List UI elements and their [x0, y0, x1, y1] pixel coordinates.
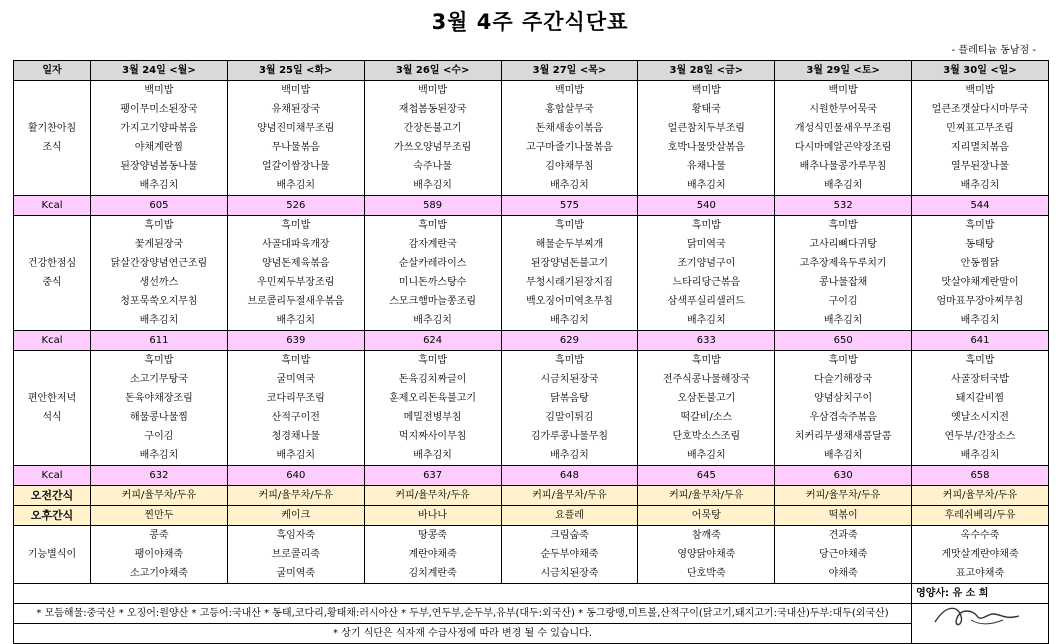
special-label: 기능별식이 — [14, 526, 91, 584]
dish-cell: 고사리뼈다귀탕 — [775, 235, 912, 254]
lunch-label-sub: 중식 — [42, 277, 62, 288]
dish-cell: 구이김 — [775, 292, 912, 311]
dish-cell: 백미밥 — [775, 81, 912, 101]
dish-cell: 브로콜리두절새우볶음 — [227, 292, 364, 311]
weekly-menu-table — [13, 60, 1049, 644]
dish-cell: 감자계란국 — [364, 235, 501, 254]
dish-cell: 배추김치 — [501, 446, 638, 466]
dish-cell: 흑미밥 — [775, 216, 912, 236]
dish-row — [14, 446, 1049, 466]
dish-cell: 백미밥 — [638, 81, 775, 101]
dish-cell: 시원한무어묵국 — [775, 100, 912, 119]
dietitian-row — [14, 584, 1049, 604]
dish-cell: 열무된장나물 — [912, 157, 1049, 176]
special-cell: 표고야채죽 — [912, 564, 1049, 584]
dish-cell: 숙주나물 — [364, 157, 501, 176]
dish-cell: 굴미역국 — [227, 370, 364, 389]
snack-cell: 커피/율무차/두유 — [638, 486, 775, 506]
dish-cell: 훈제오리돈육불고기 — [364, 389, 501, 408]
kcal-value: 624 — [364, 331, 501, 351]
dish-cell: 백미밥 — [501, 81, 638, 101]
dish-cell: 산적구이전 — [227, 408, 364, 427]
kcal-value: 645 — [638, 466, 775, 486]
kcal-value: 544 — [912, 196, 1049, 216]
date-header: 일자 — [14, 61, 91, 81]
breakfast-label-title: 활기찬아침 — [27, 123, 77, 134]
dish-cell: 배추김치 — [364, 311, 501, 331]
dish-cell: 재첩봄동된장국 — [364, 100, 501, 119]
dish-cell: 흑미밥 — [912, 351, 1049, 371]
snack-cell: 바나나 — [364, 506, 501, 526]
day-header: 3월 26일 <수> — [364, 61, 501, 81]
kcal-value: 630 — [775, 466, 912, 486]
dish-row — [14, 351, 1049, 371]
morning-snack-row — [14, 486, 1049, 506]
kcal-value: 641 — [912, 331, 1049, 351]
dinner-label — [14, 351, 91, 466]
special-cell: 소고기야채죽 — [91, 564, 228, 584]
dish-cell: 흑미밥 — [227, 351, 364, 371]
dish-cell: 고추장제육두루치기 — [775, 254, 912, 273]
special-cell: 단호박죽 — [638, 564, 775, 584]
dish-cell: 먹지짜사이무침 — [364, 427, 501, 446]
dish-cell: 양념돈제육볶음 — [227, 254, 364, 273]
dish-row — [14, 389, 1049, 408]
dish-cell: 다슬기해장국 — [775, 370, 912, 389]
dinner-label-title: 편안한저녁 — [27, 393, 77, 404]
branch-name: - 플레티늄 동남점 - — [951, 45, 1036, 56]
special-cell: 옥수수죽 — [912, 526, 1049, 546]
dish-cell: 떡갈비/소스 — [638, 408, 775, 427]
dish-cell: 배추김치 — [364, 446, 501, 466]
dish-cell: 단호박소스조림 — [638, 427, 775, 446]
dish-cell: 배추김치 — [91, 311, 228, 331]
dish-cell: 콩나물잡채 — [775, 273, 912, 292]
dish-cell: 삼색푸실리샐러드 — [638, 292, 775, 311]
kcal-value: 632 — [91, 466, 228, 486]
special-cell: 시금치된장죽 — [501, 564, 638, 584]
dish-cell: 해물콩나물찜 — [91, 408, 228, 427]
day-header: 3월 24일 <월> — [91, 61, 228, 81]
dish-cell: 돈육야채장조림 — [91, 389, 228, 408]
dish-cell: 가쓰오양념무조림 — [364, 138, 501, 157]
dish-cell: 동태탕 — [912, 235, 1049, 254]
dish-cell: 닭볶음탕 — [501, 389, 638, 408]
kcal-value: 648 — [501, 466, 638, 486]
kcal-value: 637 — [364, 466, 501, 486]
kcal-row — [14, 196, 1049, 216]
dish-cell: 호박나물맛살볶음 — [638, 138, 775, 157]
snack-cell: 찐만두 — [91, 506, 228, 526]
dish-cell: 백미밥 — [364, 81, 501, 101]
dinner-label-sub: 석식 — [42, 412, 62, 423]
kcal-value: 605 — [91, 196, 228, 216]
dish-cell: 순살카레라이스 — [364, 254, 501, 273]
special-cell: 땅콩죽 — [364, 526, 501, 546]
lunch-label — [14, 216, 91, 331]
dish-cell: 닭살간장양념연근조림 — [91, 254, 228, 273]
dish-cell: 전주식콩나물해장국 — [638, 370, 775, 389]
special-cell: 김치계란죽 — [364, 564, 501, 584]
dish-cell: 흑미밥 — [775, 351, 912, 371]
kcal-label: Kcal — [14, 466, 91, 486]
dish-row — [14, 427, 1049, 446]
special-cell: 크림숩죽 — [501, 526, 638, 546]
dish-cell: 느타리당근볶음 — [638, 273, 775, 292]
snack-cell: 후레쉬베리/두유 — [912, 506, 1049, 526]
dish-cell: 배추김치 — [91, 176, 228, 196]
dish-cell: 얼큰조갯살다시마무국 — [912, 100, 1049, 119]
dish-cell: 된장양념돈불고기 — [501, 254, 638, 273]
dish-cell: 흑미밥 — [91, 216, 228, 236]
dish-cell: 민찌표고무조림 — [912, 119, 1049, 138]
dish-cell: 소고기무탕국 — [91, 370, 228, 389]
dish-cell: 청포묵쑥오지무침 — [91, 292, 228, 311]
kcal-value: 639 — [227, 331, 364, 351]
dish-cell: 양념삼치구이 — [775, 389, 912, 408]
day-header: 3월 27일 <목> — [501, 61, 638, 81]
dish-row — [14, 370, 1049, 389]
dish-cell: 코다리무조림 — [227, 389, 364, 408]
dish-cell: 양념진미채무조림 — [227, 119, 364, 138]
special-cell: 팽이야채죽 — [91, 545, 228, 564]
dish-cell: 흑미밥 — [364, 216, 501, 236]
special-row — [14, 545, 1049, 564]
dish-cell: 사골대파육개장 — [227, 235, 364, 254]
dish-cell: 무나물볶음 — [227, 138, 364, 157]
kcal-value: 532 — [775, 196, 912, 216]
dish-cell: 시금치된장국 — [501, 370, 638, 389]
dish-cell: 우민찌두부장조림 — [227, 273, 364, 292]
special-cell: 당근야채죽 — [775, 545, 912, 564]
dish-cell: 고구마줄기나물볶음 — [501, 138, 638, 157]
kcal-value: 658 — [912, 466, 1049, 486]
dish-cell: 가지고기양파볶음 — [91, 119, 228, 138]
dish-cell: 안동찜닭 — [912, 254, 1049, 273]
dish-cell: 청경채나물 — [227, 427, 364, 446]
breakfast-label-sub: 조식 — [42, 142, 62, 153]
day-header: 3월 29일 <토> — [775, 61, 912, 81]
special-row — [14, 526, 1049, 546]
dish-row — [14, 292, 1049, 311]
snack-cell: 커피/율무차/두유 — [91, 486, 228, 506]
dish-cell: 미니돈까스탕수 — [364, 273, 501, 292]
dish-row — [14, 254, 1049, 273]
dish-cell: 배추김치 — [227, 446, 364, 466]
dish-row — [14, 408, 1049, 427]
dish-cell: 김말이튀김 — [501, 408, 638, 427]
dish-cell: 스모크햄마늘쫑조림 — [364, 292, 501, 311]
dish-cell: 얼큰참치두부조림 — [638, 119, 775, 138]
snack-cell: 커피/율무차/두유 — [912, 486, 1049, 506]
change-note-row — [14, 624, 1049, 644]
dish-cell: 배추김치 — [501, 311, 638, 331]
dish-cell: 배추김치 — [775, 446, 912, 466]
snack-cell: 커피/율무차/두유 — [364, 486, 501, 506]
kcal-value: 640 — [227, 466, 364, 486]
dish-cell: 배추김치 — [501, 176, 638, 196]
special-cell: 순두부야채죽 — [501, 545, 638, 564]
dish-cell: 유채된장국 — [227, 100, 364, 119]
dish-cell: 치커리무생채새콤달콤 — [775, 427, 912, 446]
snack-cell: 케이크 — [227, 506, 364, 526]
dish-cell: 다시마메알곤약장조림 — [775, 138, 912, 157]
dietitian-name: 영양사: 유 소 희 — [912, 584, 1049, 604]
dish-cell: 연두부/간장소스 — [912, 427, 1049, 446]
blank-cell — [14, 584, 912, 604]
dish-row — [14, 235, 1049, 254]
dish-cell: 백미밥 — [227, 81, 364, 101]
dish-row — [14, 81, 1049, 101]
dish-cell: 간장돈불고기 — [364, 119, 501, 138]
dish-cell: 무청시래기된장지짐 — [501, 273, 638, 292]
dish-cell: 지리멸치볶음 — [912, 138, 1049, 157]
lunch-label-title: 건강한점심 — [27, 258, 77, 269]
dish-cell: 배추김치 — [638, 311, 775, 331]
kcal-label: Kcal — [14, 331, 91, 351]
day-header: 3월 25일 <화> — [227, 61, 364, 81]
dish-cell: 배추김치 — [364, 176, 501, 196]
dish-cell: 팽이무미소된장국 — [91, 100, 228, 119]
dish-cell: 배추김치 — [912, 446, 1049, 466]
kcal-row — [14, 331, 1049, 351]
dish-cell: 맛살야채계란말이 — [912, 273, 1049, 292]
special-cell: 야채죽 — [775, 564, 912, 584]
kcal-label: Kcal — [14, 196, 91, 216]
special-cell: 브로콜리죽 — [227, 545, 364, 564]
dish-cell: 백오징어미역초무침 — [501, 292, 638, 311]
afternoon-snack-label: 오후간식 — [14, 506, 91, 526]
dish-cell: 우삼겹숙주볶음 — [775, 408, 912, 427]
dish-cell: 배추나물콩가루무침 — [775, 157, 912, 176]
dish-cell: 김가루콩나물무침 — [501, 427, 638, 446]
dish-cell: 흑미밥 — [638, 351, 775, 371]
origin-note-row — [14, 604, 1049, 624]
dish-cell: 백미밥 — [91, 81, 228, 101]
dish-row — [14, 100, 1049, 119]
special-cell: 참깨죽 — [638, 526, 775, 546]
day-header: 3월 30일 <일> — [912, 61, 1049, 81]
afternoon-snack-row — [14, 506, 1049, 526]
special-cell: 계란야채죽 — [364, 545, 501, 564]
dish-cell: 해물순두부찌개 — [501, 235, 638, 254]
kcal-value: 540 — [638, 196, 775, 216]
dish-cell: 돈채새송이볶음 — [501, 119, 638, 138]
dish-cell: 오삼돈불고기 — [638, 389, 775, 408]
dish-cell: 개성식민물새우무조림 — [775, 119, 912, 138]
dish-cell: 돈육김치짜글이 — [364, 370, 501, 389]
kcal-row — [14, 466, 1049, 486]
dish-cell: 흑미밥 — [501, 351, 638, 371]
kcal-value: 611 — [91, 331, 228, 351]
special-cell: 흑임자죽 — [227, 526, 364, 546]
kcal-value: 575 — [501, 196, 638, 216]
morning-snack-label: 오전간식 — [14, 486, 91, 506]
special-row — [14, 564, 1049, 584]
change-note: * 상기 식단은 식자재 수급사정에 따라 변경 될 수 있습니다. — [14, 624, 912, 644]
kcal-value: 633 — [638, 331, 775, 351]
snack-cell: 커피/율무차/두유 — [227, 486, 364, 506]
dish-row — [14, 273, 1049, 292]
dish-cell: 배추김치 — [638, 446, 775, 466]
dish-row — [14, 157, 1049, 176]
dish-cell: 흑미밥 — [912, 216, 1049, 236]
dish-cell: 옛날소시지전 — [912, 408, 1049, 427]
dish-cell: 배추김치 — [91, 446, 228, 466]
dish-row — [14, 119, 1049, 138]
kcal-value: 589 — [364, 196, 501, 216]
special-cell: 견과죽 — [775, 526, 912, 546]
dish-cell: 구이김 — [91, 427, 228, 446]
dish-cell: 사골장터국밥 — [912, 370, 1049, 389]
dish-cell: 황태국 — [638, 100, 775, 119]
dish-cell: 흑미밥 — [227, 216, 364, 236]
dish-row — [14, 138, 1049, 157]
dish-cell: 배추김치 — [912, 311, 1049, 331]
special-cell: 콩죽 — [91, 526, 228, 546]
dish-cell: 흑미밥 — [364, 351, 501, 371]
snack-cell: 커피/율무차/두유 — [775, 486, 912, 506]
snack-cell: 떡볶이 — [775, 506, 912, 526]
dish-cell: 야채계란찜 — [91, 138, 228, 157]
snack-cell: 커피/율무차/두유 — [501, 486, 638, 506]
dish-cell: 배추김치 — [775, 176, 912, 196]
page-title: 3월 4주 주간식단표 — [431, 10, 629, 34]
special-cell: 영양닭야채죽 — [638, 545, 775, 564]
dish-cell: 배추김치 — [227, 176, 364, 196]
dish-row — [14, 216, 1049, 236]
dish-cell: 얼갈이쌈장나물 — [227, 157, 364, 176]
kcal-value: 526 — [227, 196, 364, 216]
dish-cell: 엄마표무장아찌무침 — [912, 292, 1049, 311]
dish-cell: 배추김치 — [775, 311, 912, 331]
special-cell: 게맛살계란야채죽 — [912, 545, 1049, 564]
dish-cell: 배추김치 — [227, 311, 364, 331]
dish-cell: 된장양념봄동나물 — [91, 157, 228, 176]
dish-row — [14, 311, 1049, 331]
header-row — [14, 61, 1049, 81]
dish-cell: 홍합살무국 — [501, 100, 638, 119]
snack-cell: 요플레 — [501, 506, 638, 526]
dish-cell: 배추김치 — [638, 176, 775, 196]
dish-cell: 유채나물 — [638, 157, 775, 176]
dish-cell: 닭미역국 — [638, 235, 775, 254]
dish-cell: 돼지갈비찜 — [912, 389, 1049, 408]
dish-cell: 꽃게된장국 — [91, 235, 228, 254]
origin-note: * 모듬해물:중국산 * 오징어:원양산 * 고등어:국내산 * 동태,코다리,황태채:러시아산 * 두부,연두부,순두부,유부(대두:외국산) * 동그랑땡,미트볼,산적구이(닭고기,돼지고기:국내산)두부:대두(외국산) — [14, 604, 912, 624]
dish-cell: 흑미밥 — [501, 216, 638, 236]
dish-cell: 흑미밥 — [638, 216, 775, 236]
kcal-value: 650 — [775, 331, 912, 351]
dish-row — [14, 176, 1049, 196]
breakfast-label — [14, 81, 91, 196]
dish-cell: 배추김치 — [912, 176, 1049, 196]
dish-cell: 백미밥 — [912, 81, 1049, 101]
dish-cell: 조기양념구이 — [638, 254, 775, 273]
special-cell: 굴미역죽 — [227, 564, 364, 584]
snack-cell: 어묵탕 — [638, 506, 775, 526]
kcal-value: 629 — [501, 331, 638, 351]
dish-cell: 메밀전병부침 — [364, 408, 501, 427]
dish-cell: 흑미밥 — [91, 351, 228, 371]
dish-cell: 생선까스 — [91, 273, 228, 292]
signature-image — [927, 596, 1027, 634]
dish-cell: 김야채무침 — [501, 157, 638, 176]
day-header: 3월 28일 <금> — [638, 61, 775, 81]
